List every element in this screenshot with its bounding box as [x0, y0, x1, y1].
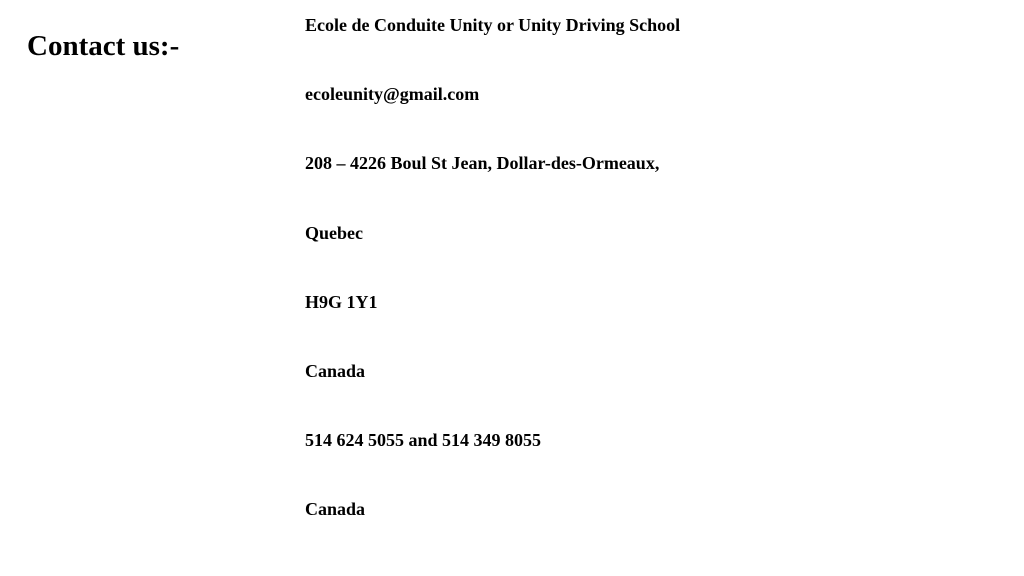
country-repeat: Canada [305, 499, 366, 520]
contact-details [305, 14, 680, 568]
postal-code: H9G 1Y1 [305, 291, 378, 312]
country: Canada [305, 360, 366, 381]
page-title: Contact us:- [27, 30, 180, 62]
school-name: Ecole de Conduite Unity or Unity Driving School [305, 15, 681, 35]
province: Quebec [305, 222, 363, 243]
phone-numbers: 514 624 5055 and 514 349 8055 [305, 430, 542, 451]
street-address: 208 – 4226 Boul St Jean, Dollar-des-Ormeaux, [305, 153, 660, 174]
email-address: ecoleunity@gmail.com [305, 84, 480, 105]
